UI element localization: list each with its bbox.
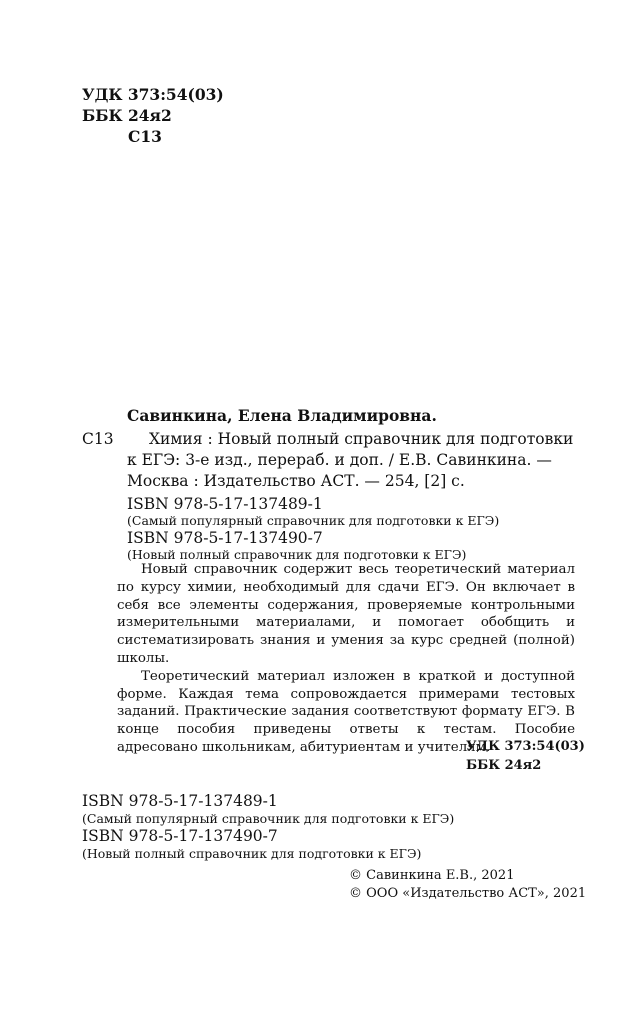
series-2: (Новый полный справочник для подготовки к ЕГЭ): [127, 547, 467, 562]
bottom-series-1: (Самый популярный справочник для подготовки к ЕГЭ): [82, 811, 455, 826]
author-heading: Савинкина, Елена Владимировна.: [127, 406, 437, 425]
author-mark: С13: [82, 430, 114, 448]
bbk-code-right: ББК 24я2: [466, 758, 542, 773]
title-line-2: к ЕГЭ: 3-е изд., перераб. и доп. / Е.В. Савинкина. —: [127, 451, 552, 469]
series-1: (Самый популярный справочник для подготовки к ЕГЭ): [127, 513, 500, 528]
udk-code-right: УДК 373:54(03): [466, 739, 585, 754]
bottom-isbn-2: ISBN 978-5-17-137490-7: [82, 827, 278, 845]
isbn-1: ISBN 978-5-17-137489-1: [127, 495, 323, 513]
title-line-1: Химия : Новый полный справочник для подготовки: [149, 430, 574, 448]
annotation-paragraph-2: Теоретический материал изложен в краткой и доступной форме. Каждая тема сопровождается примерами тестовых заданий. Практические задания соответствуют формату ЕГЭ. В конце пособия приведены ответы к тестам. Пособие адресовано школьникам, абитуриентам и учителям.: [117, 668, 575, 755]
bottom-series-2: (Новый полный справочник для подготовки к ЕГЭ): [82, 846, 422, 861]
bottom-isbn-1: ISBN 978-5-17-137489-1: [82, 792, 278, 810]
author-mark-top: С13: [128, 127, 162, 146]
bbk-code-top: ББК 24я2: [82, 106, 172, 125]
annotation-paragraph-1: Новый справочник содержит весь теоретический материал по курсу химии, необходимый для сдачи ЕГЭ. Он включает в себя все элементы содержания, проверяемые контрольными измерительными материалами, и помогает обобщить и систематизировать знания и умения за курс средней (полной) школы.: [117, 562, 575, 666]
copyright-author: © Савинкина Е.В., 2021: [349, 868, 515, 883]
annotation: [117, 561, 575, 757]
isbn-2: ISBN 978-5-17-137490-7: [127, 529, 323, 547]
title-line-3: Москва : Издательство АСТ. — 254, [2] с.: [127, 472, 465, 490]
udk-code-top: УДК 373:54(03): [82, 85, 224, 104]
copyright-publisher: © ООО «Издательство АСТ», 2021: [349, 886, 587, 901]
